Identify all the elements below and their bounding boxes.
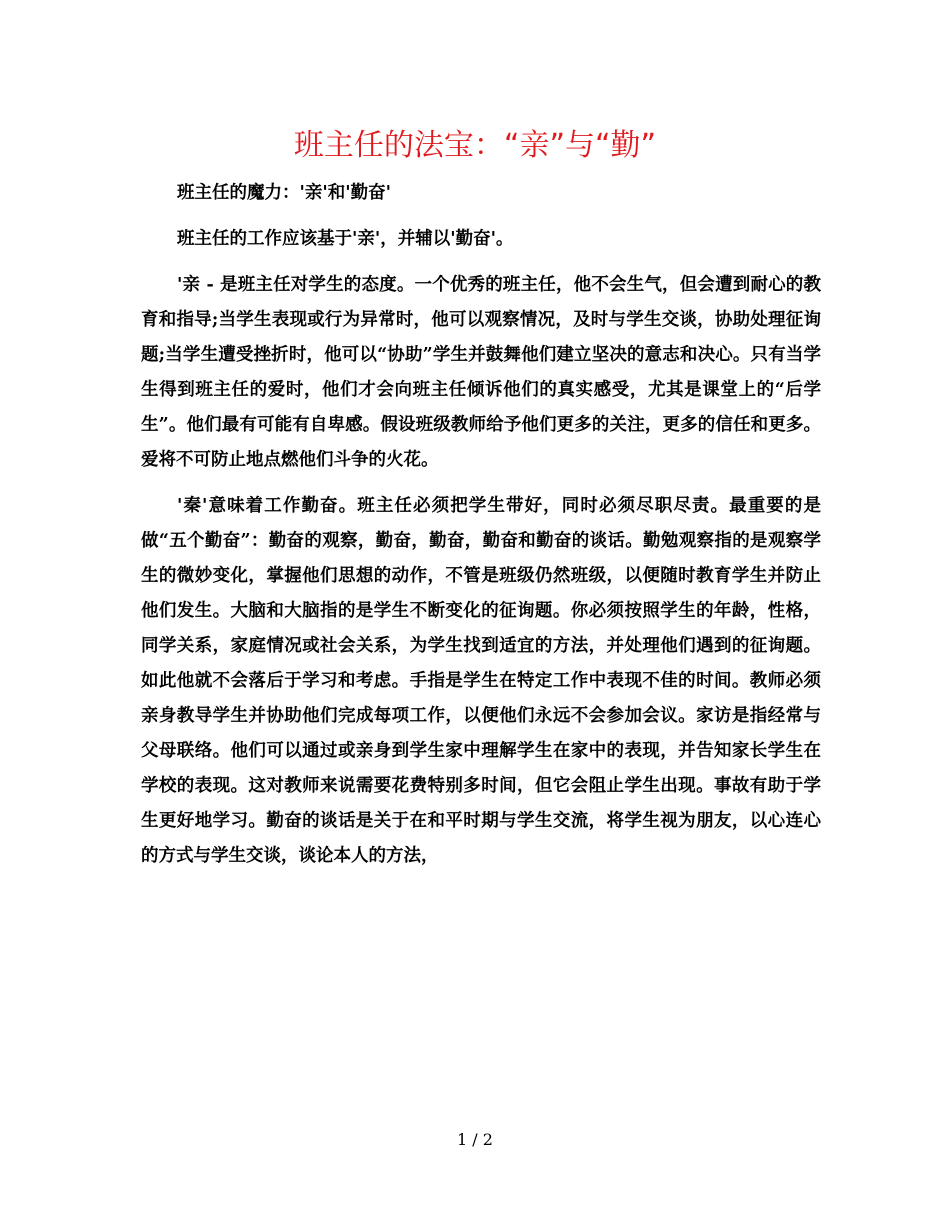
page-number: 1 / 2 <box>457 1130 493 1149</box>
paragraph-intro: 班主任的工作应该基于'亲'，并辅以'勤奋'。 <box>177 229 514 249</box>
document-body <box>141 176 821 885</box>
paragraph-qin-attitude: '亲 - 是班主任对学生的态度。一个优秀的班主任，他不会生气，但会遭到耐心的教育和指导;当学生表现或行为异常时，他可以观察情况，及时与学生交谈，协助处理征询题;当学生遭受挫折时，他可以“协助”学生并鼓舞他们建立坚决的意志和决心。只有当学生得到班主任的爱时，他们才会向班主任倾诉他们的真实感受，尤其是课堂上的“后学生”。他们最有可能有自卑感。假设班级教师给予他们更多的关注，更多的信任和更多。爱将不可防止地点燃他们斗争的火花。 <box>141 275 821 470</box>
paragraph-subtitle: 班主任的魔力：'亲'和'勤奋' <box>177 183 391 203</box>
document-title: 班主任的法宝：“亲”与“勤” <box>293 128 657 163</box>
paragraph-diligence: '秦'意味着工作勤奋。班主任必须把学生带好，同时必须尽职尽责。最重要的是做“五个勤奋”：勤奋的观察，勤奋，勤奋，勤奋和勤奋的谈话。勤勉观察指的是观察学生的微妙变化，掌握他们思想的动作，不管是班级仍然班级，以便随时教育学生并防止他们发生。大脑和大脑指的是学生不断变化的征询题。你必须按照学生的年龄，性格，同学关系，家庭情况或社会关系，为学生找到适宜的方法，并处理他们遇到的征询题。如此他就不会落后于学习和考虑。手指是学生在特定工作中表现不佳的时间。教师必须亲身教导学生并协助他们完成每项工作，以便他们永远不会参加会议。家访是指经常与父母联络。他们可以通过或亲身到学生家中理解学生在家中的表现，并告知家长学生在学校的表现。这对教师来说需要花费特别多时间，但它会阻止学生出现。事故有助于学生更好地学习。勤奋的谈话是关于在和平时期与学生交流，将学生视为朋友，以心连心的方式与学生交谈，谈论本人的方法， <box>141 496 821 866</box>
